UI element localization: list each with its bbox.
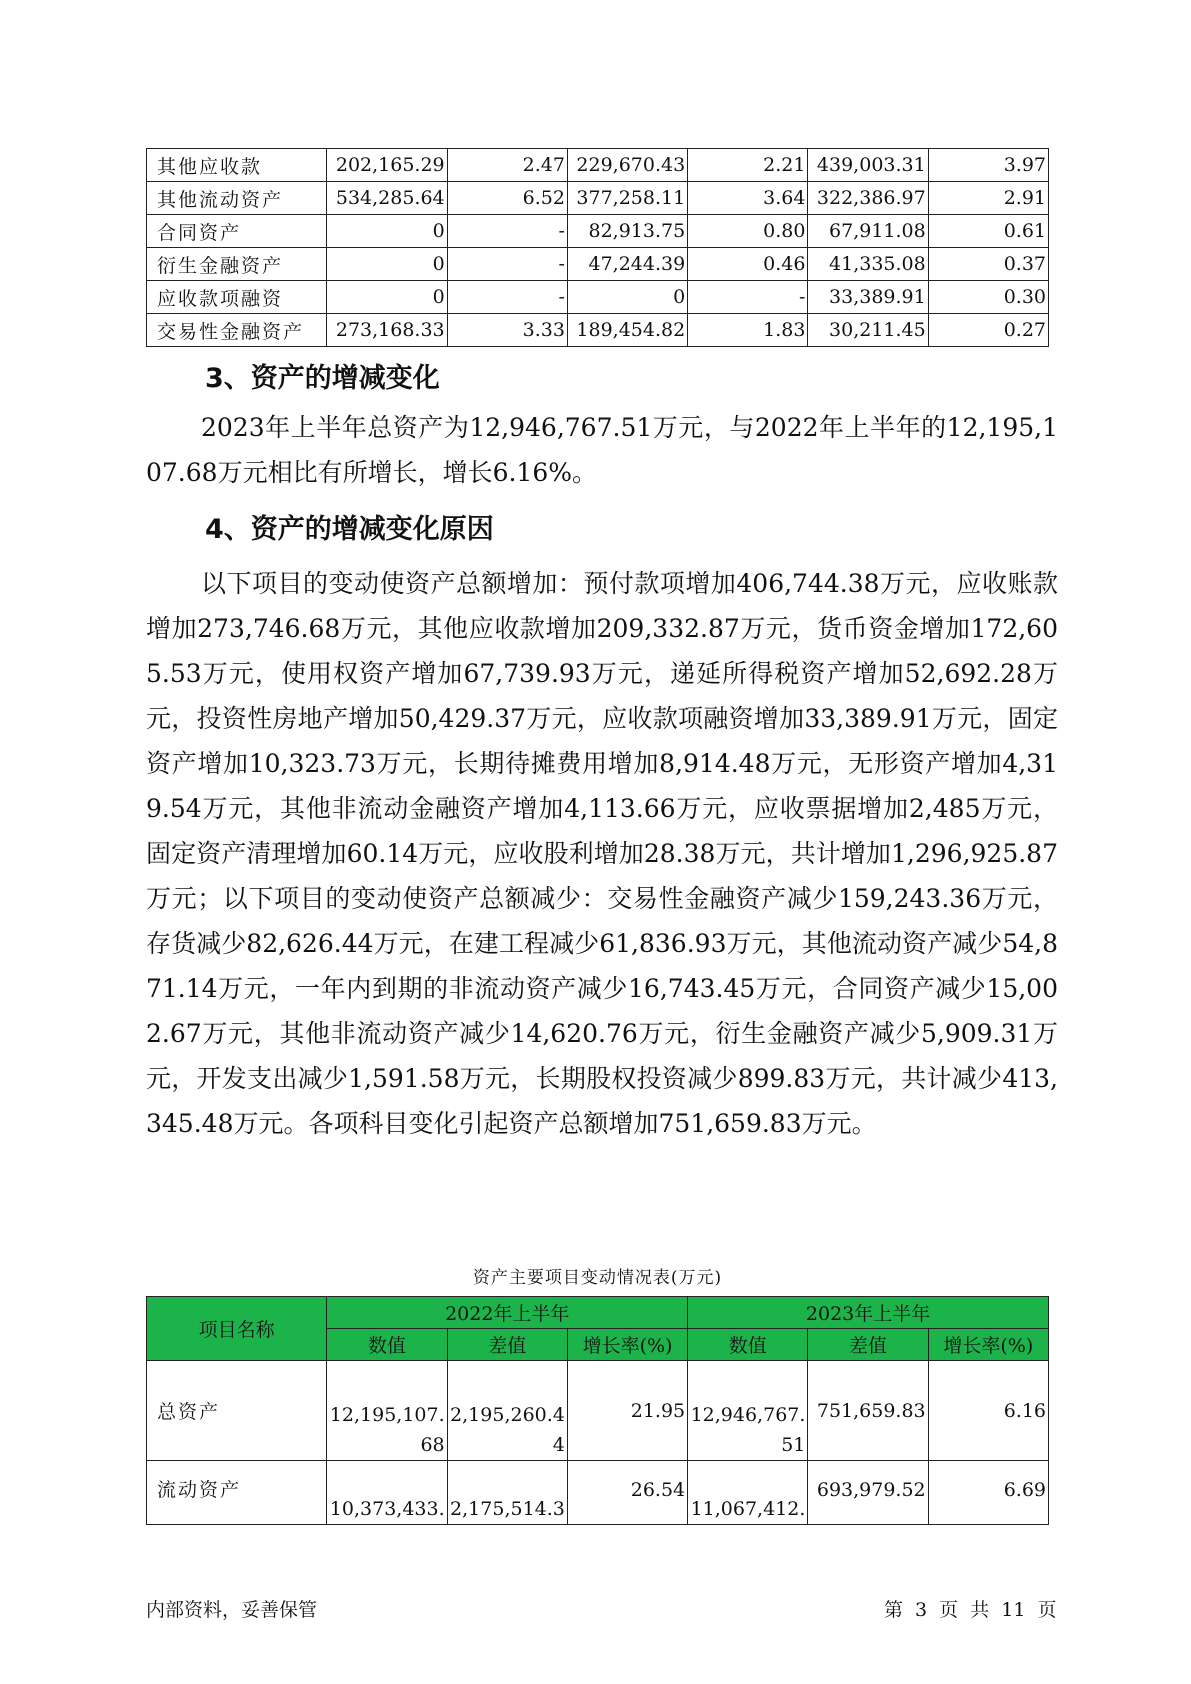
row-name: 流动资产 xyxy=(147,1461,327,1525)
table-row xyxy=(147,149,1049,182)
row-cell: 3.64 xyxy=(688,182,808,215)
section-4-paragraph: 以下项目的变动使资产总额增加：预付款项增加406,744.38万元，应收账款增加273,746.68万元，其他应收款增加209,332.87万元，货币资金增加172,605.53万元，使用权资产增加67,739.93万元，递延所得税资产增加52,692.28万元，投资性房地产增加50,429.37万元，应收款项融资增加33,389.91万元，固定资产增加10,323.73万元，长期待摊费用增加8,914.48万元，无形资产增加4,319.54万元，其他非流动金融资产增加4,113.66万元，应收票据增加2,485万元，固定资产清理增加60.14万元，应收股利增加28.38万元，共计增加1,296,925.87万元；以下项目的变动使资产总额减少：交易性金融资产减少159,243.36万元，存货减少82,626.44万元，在建工程减少61,836.93万元，其他流动资产减少54,871.14万元，一年内到期的非流动资产减少16,743.45万元，合同资产减少15,002.67万元，其他非流动资产减少14,620.76万元，衍生金融资产减少5,909.31万元，开发支出减少1,591.58万元，长期股权投资减少899.83万元，共计减少413,345.48万元。各项科目变化引起资产总额增加751,659.83万元。 xyxy=(146,569,1058,1138)
table-row xyxy=(147,1361,1049,1461)
row-cell: - xyxy=(447,215,567,248)
row-label: 应收款项融资 xyxy=(147,281,327,314)
header-year-2023: 2023年上半年 xyxy=(688,1297,1049,1329)
row-name: 总资产 xyxy=(147,1361,327,1461)
row-growth-2023: 6.69 xyxy=(928,1461,1048,1525)
section-4-heading: 4、资产的增减变化原因 xyxy=(205,514,494,545)
row-diff-2022: 2,195,260.4 4 xyxy=(447,1361,567,1461)
row-cell: 1.83 xyxy=(688,314,808,347)
header-growth-2022: 增长率(%) xyxy=(567,1329,687,1361)
section-3-paragraph: 2023年上半年总资产为12,946,767.51万元，与2022年上半年的12,195,107.68万元相比有所增长，增长6.16%。 xyxy=(146,413,1058,487)
row-cell: 30,211.45 xyxy=(808,314,928,347)
row-cell: 0 xyxy=(327,215,447,248)
row-cell: 67,911.08 xyxy=(808,215,928,248)
row-cell: 0 xyxy=(567,281,687,314)
row-cell: - xyxy=(688,281,808,314)
section-3-heading: 3、资产的增减变化 xyxy=(205,363,440,394)
row-cell: 47,244.39 xyxy=(567,248,687,281)
table-caption: 资产主要项目变动情况表(万元) xyxy=(472,1268,723,1288)
table-row xyxy=(147,215,1049,248)
row-cell: 0.30 xyxy=(928,281,1048,314)
row-label: 交易性金融资产 xyxy=(147,314,327,347)
table-row xyxy=(147,314,1049,347)
row-cell: 0.61 xyxy=(928,215,1048,248)
row-cell: 0 xyxy=(327,281,447,314)
asset-change-table xyxy=(146,1296,1049,1525)
row-label: 衍生金融资产 xyxy=(147,248,327,281)
row-cell: 33,389.91 xyxy=(808,281,928,314)
row-label: 其他应收款 xyxy=(147,149,327,182)
row-cell: - xyxy=(447,248,567,281)
row-cell: 2.47 xyxy=(447,149,567,182)
header-year-2022: 2022年上半年 xyxy=(327,1297,688,1329)
row-cell: 0.37 xyxy=(928,248,1048,281)
row-value-2022: 10,373,433. xyxy=(327,1461,447,1525)
row-growth-2022: 26.54 xyxy=(567,1461,687,1525)
row-cell: 0.80 xyxy=(688,215,808,248)
row-growth-2023: 6.16 xyxy=(928,1361,1048,1461)
table-row xyxy=(147,281,1049,314)
row-cell: 377,258.11 xyxy=(567,182,687,215)
row-cell: 3.33 xyxy=(447,314,567,347)
header-value-2022: 数值 xyxy=(327,1329,447,1361)
row-cell: 2.91 xyxy=(928,182,1048,215)
header-value-2023: 数值 xyxy=(688,1329,808,1361)
row-cell: 189,454.82 xyxy=(567,314,687,347)
row-value-2023: 12,946,767. 51 xyxy=(688,1361,808,1461)
row-cell: 3.97 xyxy=(928,149,1048,182)
asset-structure-table xyxy=(146,148,1049,347)
header-item-name: 项目名称 xyxy=(147,1297,327,1361)
row-cell: 202,165.29 xyxy=(327,149,447,182)
table-row xyxy=(147,182,1049,215)
row-cell: 534,285.64 xyxy=(327,182,447,215)
row-growth-2022: 21.95 xyxy=(567,1361,687,1461)
row-value-2023: 11,067,412. xyxy=(688,1461,808,1525)
row-cell: 0.46 xyxy=(688,248,808,281)
row-label: 其他流动资产 xyxy=(147,182,327,215)
header-growth-2023: 增长率(%) xyxy=(928,1329,1048,1361)
row-diff-2023: 751,659.83 xyxy=(808,1361,928,1461)
table-row xyxy=(147,1461,1049,1525)
row-cell: 439,003.31 xyxy=(808,149,928,182)
row-cell: 0 xyxy=(327,248,447,281)
row-cell: 273,168.33 xyxy=(327,314,447,347)
row-diff-2023: 693,979.52 xyxy=(808,1461,928,1525)
footer-page-number: 第 3 页 共 11 页 xyxy=(884,1599,1057,1621)
row-value-2022: 12,195,107. 68 xyxy=(327,1361,447,1461)
row-cell: 6.52 xyxy=(447,182,567,215)
table-row xyxy=(147,248,1049,281)
footer-confidential: 内部资料，妥善保管 xyxy=(146,1599,318,1621)
row-cell: 0.27 xyxy=(928,314,1048,347)
header-diff-2023: 差值 xyxy=(808,1329,928,1361)
row-diff-2022: 2,175,514.3 xyxy=(447,1461,567,1525)
header-diff-2022: 差值 xyxy=(447,1329,567,1361)
row-cell: - xyxy=(447,281,567,314)
row-cell: 229,670.43 xyxy=(567,149,687,182)
row-cell: 82,913.75 xyxy=(567,215,687,248)
row-cell: 2.21 xyxy=(688,149,808,182)
row-cell: 322,386.97 xyxy=(808,182,928,215)
row-cell: 41,335.08 xyxy=(808,248,928,281)
row-label: 合同资产 xyxy=(147,215,327,248)
